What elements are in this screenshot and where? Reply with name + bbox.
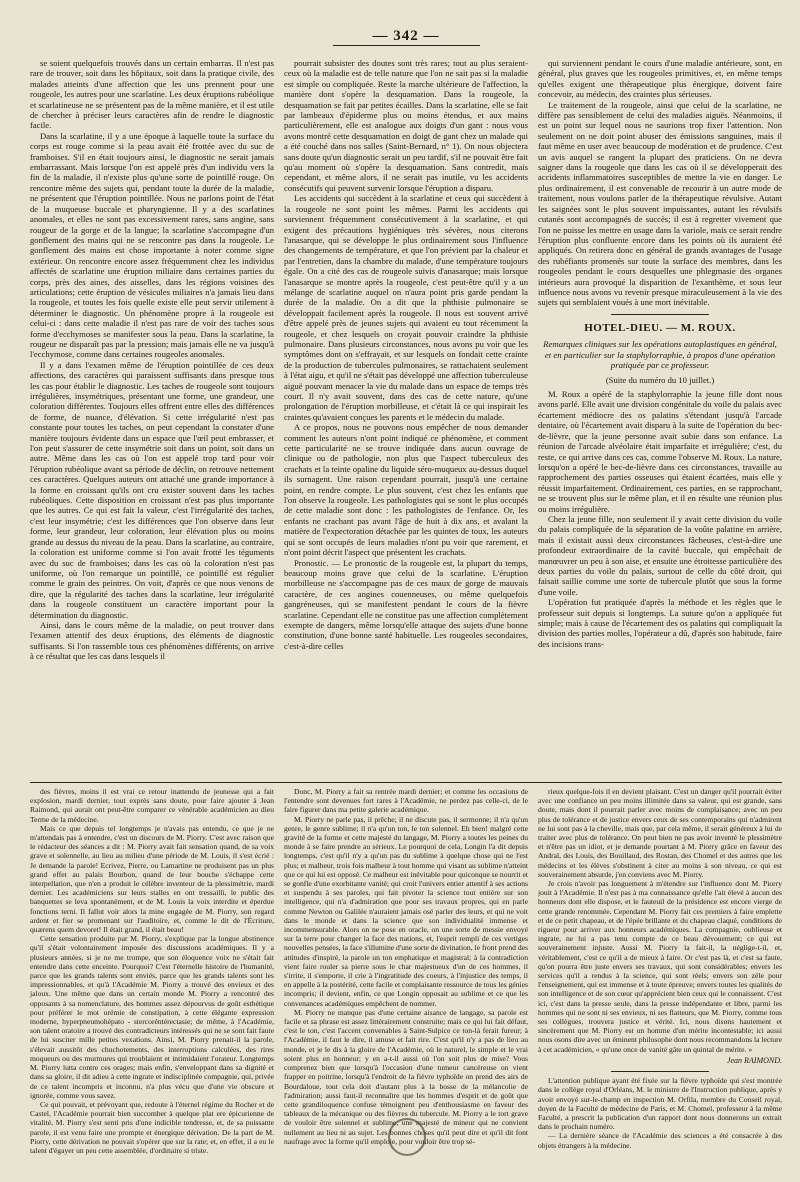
paragraph: Ce qui pouvait, et prévoyant que, redoute à l'éternel régime du Rocher et de Castel, l'Académie pourrait bien succomber à quelque plat ere épicurienne de vitalité, M. Piorry s'est senti pris d'une indicible tendresse, et, de sa puissante parole, il est venu faire une prompte et énergique dérivation. De la part de M. Piorry, cette dérivation ne pouvait s'opérer que sur la rate; et, en effet, il a eu le talent d'égayer un peu cette assemblée, d'ordinaire si triste. bbox=[30, 1099, 274, 1155]
paragraph: M. Piorry ne manque pas d'une certaine aisance de langage, sa parole est facile et sa phrase est assez littérairement construite; mais ce qui lui fait défaut, c'est le ton, c'est l'accent convenables à Saint-Sulpice ce ton-là ferait fureur; à l'Académie, il faut le dire, il amuse et fait rire. C'est qu'il n'y a pas de lieu au monde, et je le dis à la gloire de l'Académie, où le naturel, le simple et le vrai soient plus en honneur; y en a-t-il aussi où l'on soit plus de mise? Vous comprenez bien que lorsqu'à l'occasion d'une tumeur cancéreuse on vient frapper en poitrine, lorsqu'à l'endroit de la fièvre typhoïde on prend des airs de Bourdaloue, tout cela doit d'autant plus à la bosse de la mélancolie de l'admiration; aussi faut-il reconnaître que les hommes d'esprit et de goût que cette grandiloquence confuse témoignent peu d'enthousiasme en faveur des tableaux de la mécanique ou des fièvres du tubercule. M. Piorry a le tort grave de vouloir être solennel et sublime, une majesté de mineur qui ne convient nullement au lieu ni au sujet. Les bonnes choses qu'il peut dire et qu'il dit font naufrage avec la forme qu'il emploie, pour vouloir être trop sé- bbox=[284, 1007, 528, 1146]
paragraph: qui surviennent pendant le cours d'une maladie antérieure, sont, en général, plus graves que les rougeoles primitives, et, en même temps qu'elles exigent une thérapeutique plus énergique, doivent faire concevoir, au médecin, des craintes plus sérieuses. bbox=[538, 58, 782, 100]
section-subtitle: Remarques cliniques sur les opérations autoplastiques en général, et en particulier sur la staphylorraphie, à propos d'une opération pratiquée par ce professeur. bbox=[543, 339, 777, 371]
notice-divider bbox=[611, 1071, 709, 1072]
paragraph: rieux quelque-fois il en devient plaisant. C'est un danger qu'il pourrait éviter avec une confiance un peu moins illimitée dans sa valeur, qui est grande, sans doute, mais dont il pourrait parler avec moins de complaisance; avec un peu plus de tolérance et de justice envers ceux de ses contemporains qui n'admirent ne lui sont pas à la cheville, mais que, par cela même, il serait généreux à lui de traiter avec plus de tolérance. On peut bien ne pas avoir inventé le plessimètre et n'être pas un idiot, et je demande pourtant à M. Piorry grâce en faveur des Andral, des Louis, des Bouillaud, des Rostan, des Chomel et des autres que les médecins et les élèves s'obstinent à citer au moins à son niveau, ce qui est souverainement absurde, j'en conviens avec M. Piorry. bbox=[538, 787, 782, 879]
paragraph: Ainsi, dans le cours même de la maladie, on peut trouver dans l'examen attentif des deux éruptions, des éléments de diagnostic suffisants. Si l'on rassemble tous ces phénomènes différents, on arrive à ce résultat que les cas dans lesquels il bbox=[30, 619, 274, 662]
notice: — La dernière séance de l'Académie des sciences a été consacrée à des objets étrangers à la médecine. bbox=[538, 1131, 782, 1150]
paragraph: des fièvres, moins il est vrai ce retour inattendu de jeunesse qui a fait explosion, mardi dernier, tout exprès sans doute, pour faire ajouter à Jean Raimond, qui aurait ont peut-être comparer ce vénérable académicien au dieu Terme de la médecine. bbox=[30, 787, 274, 824]
paragraph: M. Roux a opéré de la staphylorraphie la jeune fille dont nous avons parlé. Elle avait une division congénitale du voile du palais avec écartement médiocre des os palatins s'étendant jusqu'à l'arcade dentaire, où l'écartement avait disparu à la suite de l'opération du bec-de-lièvre, que la jeune personne avait subie dans son enfance. La réunion de l'arcade alvéolaire était imparfaite et irrégulière; c'est, du reste, ce qui arrive dans ces cas, comme l'observe M. Roux. La nature, lorsqu'on a opéré le bec-de-lièvre dans ces circonstances, travaille au rapprochement des parties osseuses qui étaient écartées, mais elle y réussit imparfaitement. Ordinairement, ces parties, en se rapprochant, ne se trouvent plus sur le même plan, et il en résulte une réunion plus ou moins irrégulière. bbox=[538, 389, 782, 514]
top-column-1 bbox=[30, 58, 274, 778]
paragraph: M. Piorry ne parle pas, il prêche; il ne discute pas, il sermonne; il n'a qu'un genre, le genre sublime; il n'a qu'un ton, le ton solennel. Eh bien! malgré cette gravité de la forme et cette majesté du langage, M. Piorry a toutes les peines du monde à se faire prendre au sérieux. Le pourquoi de cela, Longin l'a dit depuis longtemps, c'est qu'il n'y a qu'un pas du sublime à quelque chose qui ne l'est plus; et malheur, trois fois malheur à tout homme qui visant au sublime n'atteint que ce qui lui est opposé. Ce malheur est inévitable pour quiconque se nourrit et se gonfle d'une exorbitante vanité; qui croit l'univers entier attentif à ses actions et suspendu à ses paroles, qui fait pivoter la science tout entière sur son intelligence, qui n'a d'admiration que pour ses travaux propres, qui en parle comme Newton ou Galilée n'auraient jamais osé parler des leurs, et qui ne voit dans le monde et dans la science que son individualité immense et incommensurable. Alors on ne pose en oracle, on une sorte de messie envoyé sur la terre pour changer la face des nations, et, l'esprit rempli de ces vertiges nouvelles pensées, la face s'illumine d'une sorte de divination, le front prend des attitudes d'inspiré, la parole un ton emphatique et magistral; à la contradiction vient faire rouler sa pierre sous le char majestueux d'un de ces hommes, il s'irrite, il s'emporte, il crie à l'ingratitude des coeurs, à l'injustice des temps, il en appelle à la postérité, cette facile et complaisante ressource de tous les génies incompris; il devient, enfin, ce que Longin opposait au sublime et ce que les convenances académiques empêchent de nommer. bbox=[284, 814, 528, 1008]
paragraph: Dans la scarlatine, il y a une époque à laquelle toute la surface du corps est rouge comme si la peau avait été frottée avec du suc de framboises. S'il en était toujours ainsi, le diagnostic ne serait jamais embarrassant. Mais lorsque l'on est appelé près d'un individu vers la fin de la maladie, il n'existe plus qu'une sorte de pointillé rouge. On rencontre même des sujets qui, pendant toute la durée de la maladie, ne présentent que l'éruption pointillée. Nous ne parlons point de l'état de la muqueuse buccale et pharyngienne. Il y a des scarlatines anomales, et elles ne sont pas excessivement rares, sans angine, sans rougeur de la gorge et de la langue; la scarlatine s'accompagne d'un gonflement des mains qui ne se rencontre pas dans la rougeole. Le gonflement des mains est chose importante à noter comme signe extérieur. On rencontre encore assez fréquemment chez les individus affectés de scarlatine une éruption miliaire dans certaines parties du corps, près des aines, des aisselles, dans les régions voisines des articulations; cette éruption de vésicules miliaires n'a jamais lieu dans la rougeole, et toutes les fois quelle existe elle peut servir utilement à déterminer le diagnostic. Un phénomène propre à la rougeole est celui-ci : dans cette maladie il n'est pas rare de voir des taches sous forme d'ecchymoses se manifester sous la peau. Dans la scarlatine, la rougeur ne disparaît pas par la pression; mais jamais elle ne va jusqu'à l'ecchymose, comme dans certaines rougeoles anomales. bbox=[30, 130, 274, 360]
top-column-3 bbox=[538, 58, 782, 778]
notice: L'attention publique ayant été fixée sur la fièvre typhoïde qui s'est montrée dans le collège royal d'Orléans, M. le ministre de l'Instruction publique, après y avoir envoyé sur-le-champ en inspection M. Orfila, membre du Conseil royal, doyen de la Faculté de médecine de Paris, et M. Chomel, professeur à la même Faculté, a prescrit la publication d'un rapport dont nous donnerons un extrait dans le prochain numéro. bbox=[538, 1076, 782, 1132]
page-number: — 342 — bbox=[333, 28, 480, 46]
continued-note: (Suite du numéro du 10 juillet.) bbox=[605, 374, 715, 385]
paragraph: A ce propos, nous ne pouvons nous empêcher de nous demander comment les auteurs n'ont point indiqué ce phénomène, et comment cette particularité ne se trouve indiquée dans aucun ouvrage de clinique ou de pathologie, non plus que l'aspect tuberculeux des crachats et la teinte opaline du liquide séro-muqueux au-dessus duquel ils surnagent. Une raison cependant pourrait, jusqu'à une certaine point, en rendre compte. Le plus souvent, c'est chez les enfants que l'on observe la rougeole. Les pathologistes qui se sont le plus occupés de cette maladie sont donc : les pathologistes de l'enfance. Or, les enfants ne crachant pas avant l'âge de huit à dix ans, et avalant la matière de l'expectoration détachée par les quintes de toux, les auteurs qui se sont occupés de leurs maladies n'ont pu voir que rarement, et n'ont point décrit l'aspect que présentent les crachats. bbox=[284, 422, 528, 558]
bottom-column-3 bbox=[538, 787, 782, 1182]
paragraph: Le traitement de la rougeole, ainsi que celui de la scarlatine, ne diffère pas sensiblement de celui des maladies aiguës. Néanmoins, il est un point sur lequel nous ne saurions trop fixer l'attention. Non seulement on ne doit point abuser des émissions sanguines, mais il faut même en user avec beaucoup de modération et de prudence. C'est un avis auquel se rangent la plupart des praticiens. On ne devra saigner dans la rougeole que dans les cas où il se développerait des accidents inflammatoires susceptibles de mettre la vie en danger. Le plus ordinairement, il est convenable de recourir à un autre mode de traitement, nous voulons parler de la thérapeutique révulsive. Autant les saignées sont le plus souvent impuissantes, autant les révulsifs cutanés sont accompagnés de succès; il est à regretter vivement que l'on ne puisse les mettre en usage dans la variole, mais ce serait rendre l'éruption plus confluente encore dans les points où ils auraient été appliqués. On retirera donc en général de grands avantages de l'usage des rubéfiants promenés sur toute la surface des membres, dans les rougeoles pendant le cours desquelles une phlegmasie des organes intérieurs aura provoqué la disparition de l'exanthème, et sous leur influence nous avons vu revenir presque miraculeusement à la vie des sujets qui semblaient voués à une mort inévitable. bbox=[538, 99, 782, 308]
paragraph: L'opération fut pratiquée d'après la méthode et les règles que le professeur suit depuis si longtemps. La suture qu'on a appliquée fut simple; mais à cause de l'écartement des os palatins qui compliquait la division des parties molles, l'opérateur a dû, d'après son habitude, faire des incisions trans- bbox=[538, 597, 782, 649]
paragraph: Cette sensation produite par M. Piorry, s'explique par la longue abstinence qu'il s'était volontairement imposée des discussions académiques. Il y a plusieurs années, si je ne me trompe, que son éloquence voix ne s'était fait entendre dans cette enceinte. Pourquoi? C'est l'éternelle histoire de l'humanité, parce que les grands talents sont enviés, parce que les grands talents sont les impressionnables, et qu'à l'Académie M. Piorry a trouvé des envieux et des jaloux. Une même que dans un certain monde M. Piorry a rencontré des opposants à sa nomenclature, des hommes assez dépourvus de goût esthétique pour préférer le mot urémie de constipation, à cette élégante expression moderne, hyperpneumohépato - stercoréntérectasie; de même, à l'Académie, son talent oratoire a trouvé des contradicteurs intéressés qui ne se sont fait faute de lui susciter mille petites vexations. Ainsi, M. Piorry prenait-il la parole, s'élevait aussitôt des chuchotements, des interruptions calculées, des rires moqueurs ou des murmures qui troublaient et intimidaient l'orateur. Longtemps M. Piorry lutta contre ces orages; mais enfin, s'enveloppant dans sa dignité et dans sa gloire, il dit adieu à cette ingrate et indisciplinée compagnie, qui, privée de ce talent incompris et inconnu, n'a plus vécu que d'une vie obscure et ignorée, comme vous savez. bbox=[30, 934, 274, 1100]
bottom-column-1 bbox=[30, 787, 274, 1182]
paragraph: Je crois n'avoir pas longuement à m'étendre sur l'influence dont M. Piorry jouit à l'Académie. Il n'est pas à ma connaissance qu'elle l'ait élevé à aucun des honneurs dont elle dispose, et le fauteuil de la présidence est encore vierge de cette grande renommée. Cependant M. Piorry fait ces premiers à faire emplette et de ce petit chapeau, et de l'épée brillante et du chapeau claqué, conditions de rigueur pour arriver aux honneurs académiques. La compagnie, oublieuse et ingrate, ne lui a pas tenu compte de ce beau dévouement; ce qui est souverainement injuste. Aussi M. Piorry la fait-il, la néglige-t-il, et, véritablement, c'est ce qu'il a de mieux à faire. Or c'est pas là, et c'est sa faute, qu'on pourra être juste envers ses travaux, qui sont considérables; envers les services qu'il a rendus à la science, qui sont réels; envers son zèle pour l'enseignement, qui est immense et à toute épreuve; envers toutes les qualités de son intelligence et de son cœur qu'apprécient bien ceux qui le connaissent. C'est ici, c'est dans la presse seule, dans la presse indépendante et libre, parmi les hommes qui ne sont ni ses envieux, ni ses flatteurs, que M. Piorry, comme tous ses collègues, trouvera justice et vérité. Ici, nous disons hautement et sincèrement que M. Piorry est un homme d'un mérite incontestable; ici aussi nous osons dire avec un éminent philosophe dont nous recommandons la lecture à cet académicien, « qu'une once de vanité gâte un quintal de mérite. » bbox=[538, 879, 782, 1054]
paragraph: Donc, M. Piorry a fait sa rentrée mardi dernier; et comme les occasions de l'entendre sont devenues fort rares à l'Académie, ne perdez pas celle-ci, de le faire figurer dans ma petite galerie académique. bbox=[284, 787, 528, 815]
paragraph: Chez la jeune fille, non seulement il y avait cette division du voile du palais compliquée de la séparation de la voûte palatine en arrière, mais il existait aussi deux circonstances fâcheuses, c'est-à-dire une profondeur extraordinaire de la cavité buccale, qui empêchait de manœuvrer un peu à son aise, et ensuite une étroitesse particulière des deux parties du voile du palais, surtout de celle du côté droit, qui faisait saillie comme une sorte de tubercule plutôt que sous la forme d'une voile. bbox=[538, 513, 782, 597]
section-divider bbox=[611, 314, 709, 315]
feuilleton-divider bbox=[30, 782, 782, 783]
paragraph: Les accidents qui succèdent à la scarlatine et ceux qui succèdent à la rougeole ne sont point les mêmes. Parmi les accidents qui surviennent fréquemment consécutivement à la scarlatine, et qui exigent des précautions hygiéniques très sévères, nous citerons l'anasarque, qui se développe le plus ordinairement sous l'influence des changements de température, et que l'on prévient par la chaleur et par l'entretien, dans la chambre du malade, d'une température toujours égale. On a cité des cas de rougeole suivis d'anasarque; mais lorsque l'anasarque se montre après la rougeole, c'est peut-être qu'il y a un mélange de scarlatine auquel on n'aura point pris garde pendant la durée de la maladie. On a dit que la phthisie pulmonaire se développait facilement après la rougeole. Il nous est souvent arrivé d'être appelé près de jeunes sujets qui avaient eu tout récemment la rougeole, et chez lesquels on croyait pouvoir craindre la phthisie pulmonaire. Dans plusieurs circonstances, nous avons pu voir que les symptômes dont on s'effrayait, et sur lesquels on fondait cette crainte de la production de tubercules pulmonaires, se rattachaient seulement à l'état aigu, et qu'il ne s'était pas développé une affection tuberculeuse aiguë pouvant menacer la vie du malade dans un espace de temps très court. Il n'y avait souvent, dans des cas de cette nature, qu'une prolongation de l'éruption morbilleuse, et c'était là ce qui inspirait les craintes qu'avaient conçues les parents et le médecin du malade. bbox=[284, 193, 528, 422]
paragraph: Pronostic. — Le pronostic de la rougeole est, la plupart du temps, beaucoup moins grave que celui de la scarlatine. L'éruption morbilleuse ne s'accompagne pas de ces maux de gorge de mauvais caractère, de ces angines couenneuses, ou même quelquefois gangréneuses, qui se manifestent pendant le cours de la fièvre scarlatine. Cependant elle ne constitue pas une affection complètement exempte de dangers, même lorsqu'elle attaque des sujets d'une bonne constitution, d'une bonne santé habituelle. Les rougeoles secondaires, c'est-à-dire celles bbox=[284, 557, 528, 651]
paragraph: Mais ce que depuis tel longtemps je n'avais pas entendu, ce que je ne m'attendais pas à entendre, c'est un discours de M. Piorry. C'est avec raison que le rédacteur des séances a dit : M. Piorry avait fait sensation quand, de sa voix grave et solennelle, au lieu au milieu d'une période de M. Louis, il s'est écrié : Je demande la parole! Ecrivez, Pierre, ou Lamartine ne produisent pas un plus grand effet au palais Bourbon, quand de leur bouche s'échappe cette interpellation, que n'en a produit le célèbre inventeur de la plessimétrie, mardi dernier. Les académiciens sur leurs stalles en ont tressailli, le public des banquettes se leva spontanément, et de M. Louis la voix interdite et éperdue fonctions terni. Il fallut voir alors la mine engagée de M. Piorry, son regard ardent et fier se promenant sur l'auditoire, et, comme le dit de l'Écriture, quærens quem devoret! Il était grand, il était beau! bbox=[30, 823, 274, 935]
paragraph: pourrait subsister des doutes sont très rares; tout au plus seraient-ceux où la maladie est de telle nature que l'on ne sait pas si la maladie est simple ou compliquée. Reste la marche ultérieure de l'affection, la manière dont s'opère la desquamation. Dans la rougeole, la desquamation se fait par petites écailles. Dans la scarlatine, elle se fait par lambeaux d'épiderme plus ou moins étendus, et aux mains particulièrement, elle est analogue aux doigts d'un gant : nous vous avons montré cette desquamation en doigt de gant chez un malade qui a été couché dans nos salles (Saint-Bernard, n° 1). On nous objectera sans doute qu'un diagnostic serait un peu tardif, s'il ne pouvait être fait qu'au moment où s'opère la desquamation. Sans contredit, mais cependant, et même alors, il ne serait pas inutile, vu les accidents consécutifs qui peuvent survenir lorsque l'éruption a disparu. bbox=[284, 58, 528, 193]
library-stamp-icon bbox=[388, 1118, 426, 1156]
page-header bbox=[30, 28, 782, 58]
paragraph: Il y a dans l'examen même de l'éruption pointillée de ces deux affections, des caractères qui paraissent suffisants dans presque tous les cas pour établir le diagnostic. Les taches de rougeole sont toujours irrégulières, insymétriques, présentant une forme, une grandeur, une coloration différentes. Toujours elles offrent entre elles des différences de forme, de nuance, d'élévation. Si cette irrégularité n'est pas constante pour toutes les taches, on peut cependant la constater d'une manière toujours évidente dans un espace que l'œil peut embrasser, et l'on peut s'assurer de cette insymétrie soit dans un point, soit dans un autre. Même dans les cas où l'on est appelé trop tard pour voir l'éruption rubéolique avant sa période de déclin, on retrouve nettement ces caractères. Quelques auteurs ont attaché une grande importance à la forme en croissant qu'ils ont cru exister souvent dans les taches rubéoliques. Cette disposition en croissant n'est pas plus importante que les autres. Ce qui est fait la valeur, c'est l'irrégularité des taches, c'est leur insymétrie; c'est les différences que l'on observe dans leur forme, leur grandeur, leur coloration, leur élévation plus ou moins grande au dessus du niveau de la peau. Dans la scarlatine, au contraire, la coloration est uniforme comme si l'on avait frotté les téguments avec du suc de framboises; dans les cas où la coloration n'est pas uniforme, où l'on remarque un pointillé, ce pointillé est régulier comme le grain des peintres. On voit, d'après ce que nous venons de dire, que la régularité des taches dans la scarlatine, leur irrégularité dans la rougeole constituent un caractère important pour la détermination du diagnostic. bbox=[30, 359, 274, 620]
top-column-2 bbox=[284, 58, 528, 778]
paragraph: se soient quelquefois trouvés dans un certain embarras. Il n'est pas rare de trouver, soit dans les hôpitaux, soit dans la pratique civile, des malades atteints d'une affection que les uns prennent pour une rougeole, les autres pour une scarlatine. Les deux éruptions rubéolique et scarlatineuse ne se présentent pas de la même manière, et il est utile de chercher à préciser leurs caractères afin de rendre le diagnostic facile. bbox=[30, 58, 274, 131]
section-title: HOTEL-DIEU. — M. ROUX. bbox=[584, 321, 736, 334]
author-signature: Jean RAIMOND. bbox=[726, 1055, 782, 1065]
top-columns bbox=[30, 58, 782, 778]
